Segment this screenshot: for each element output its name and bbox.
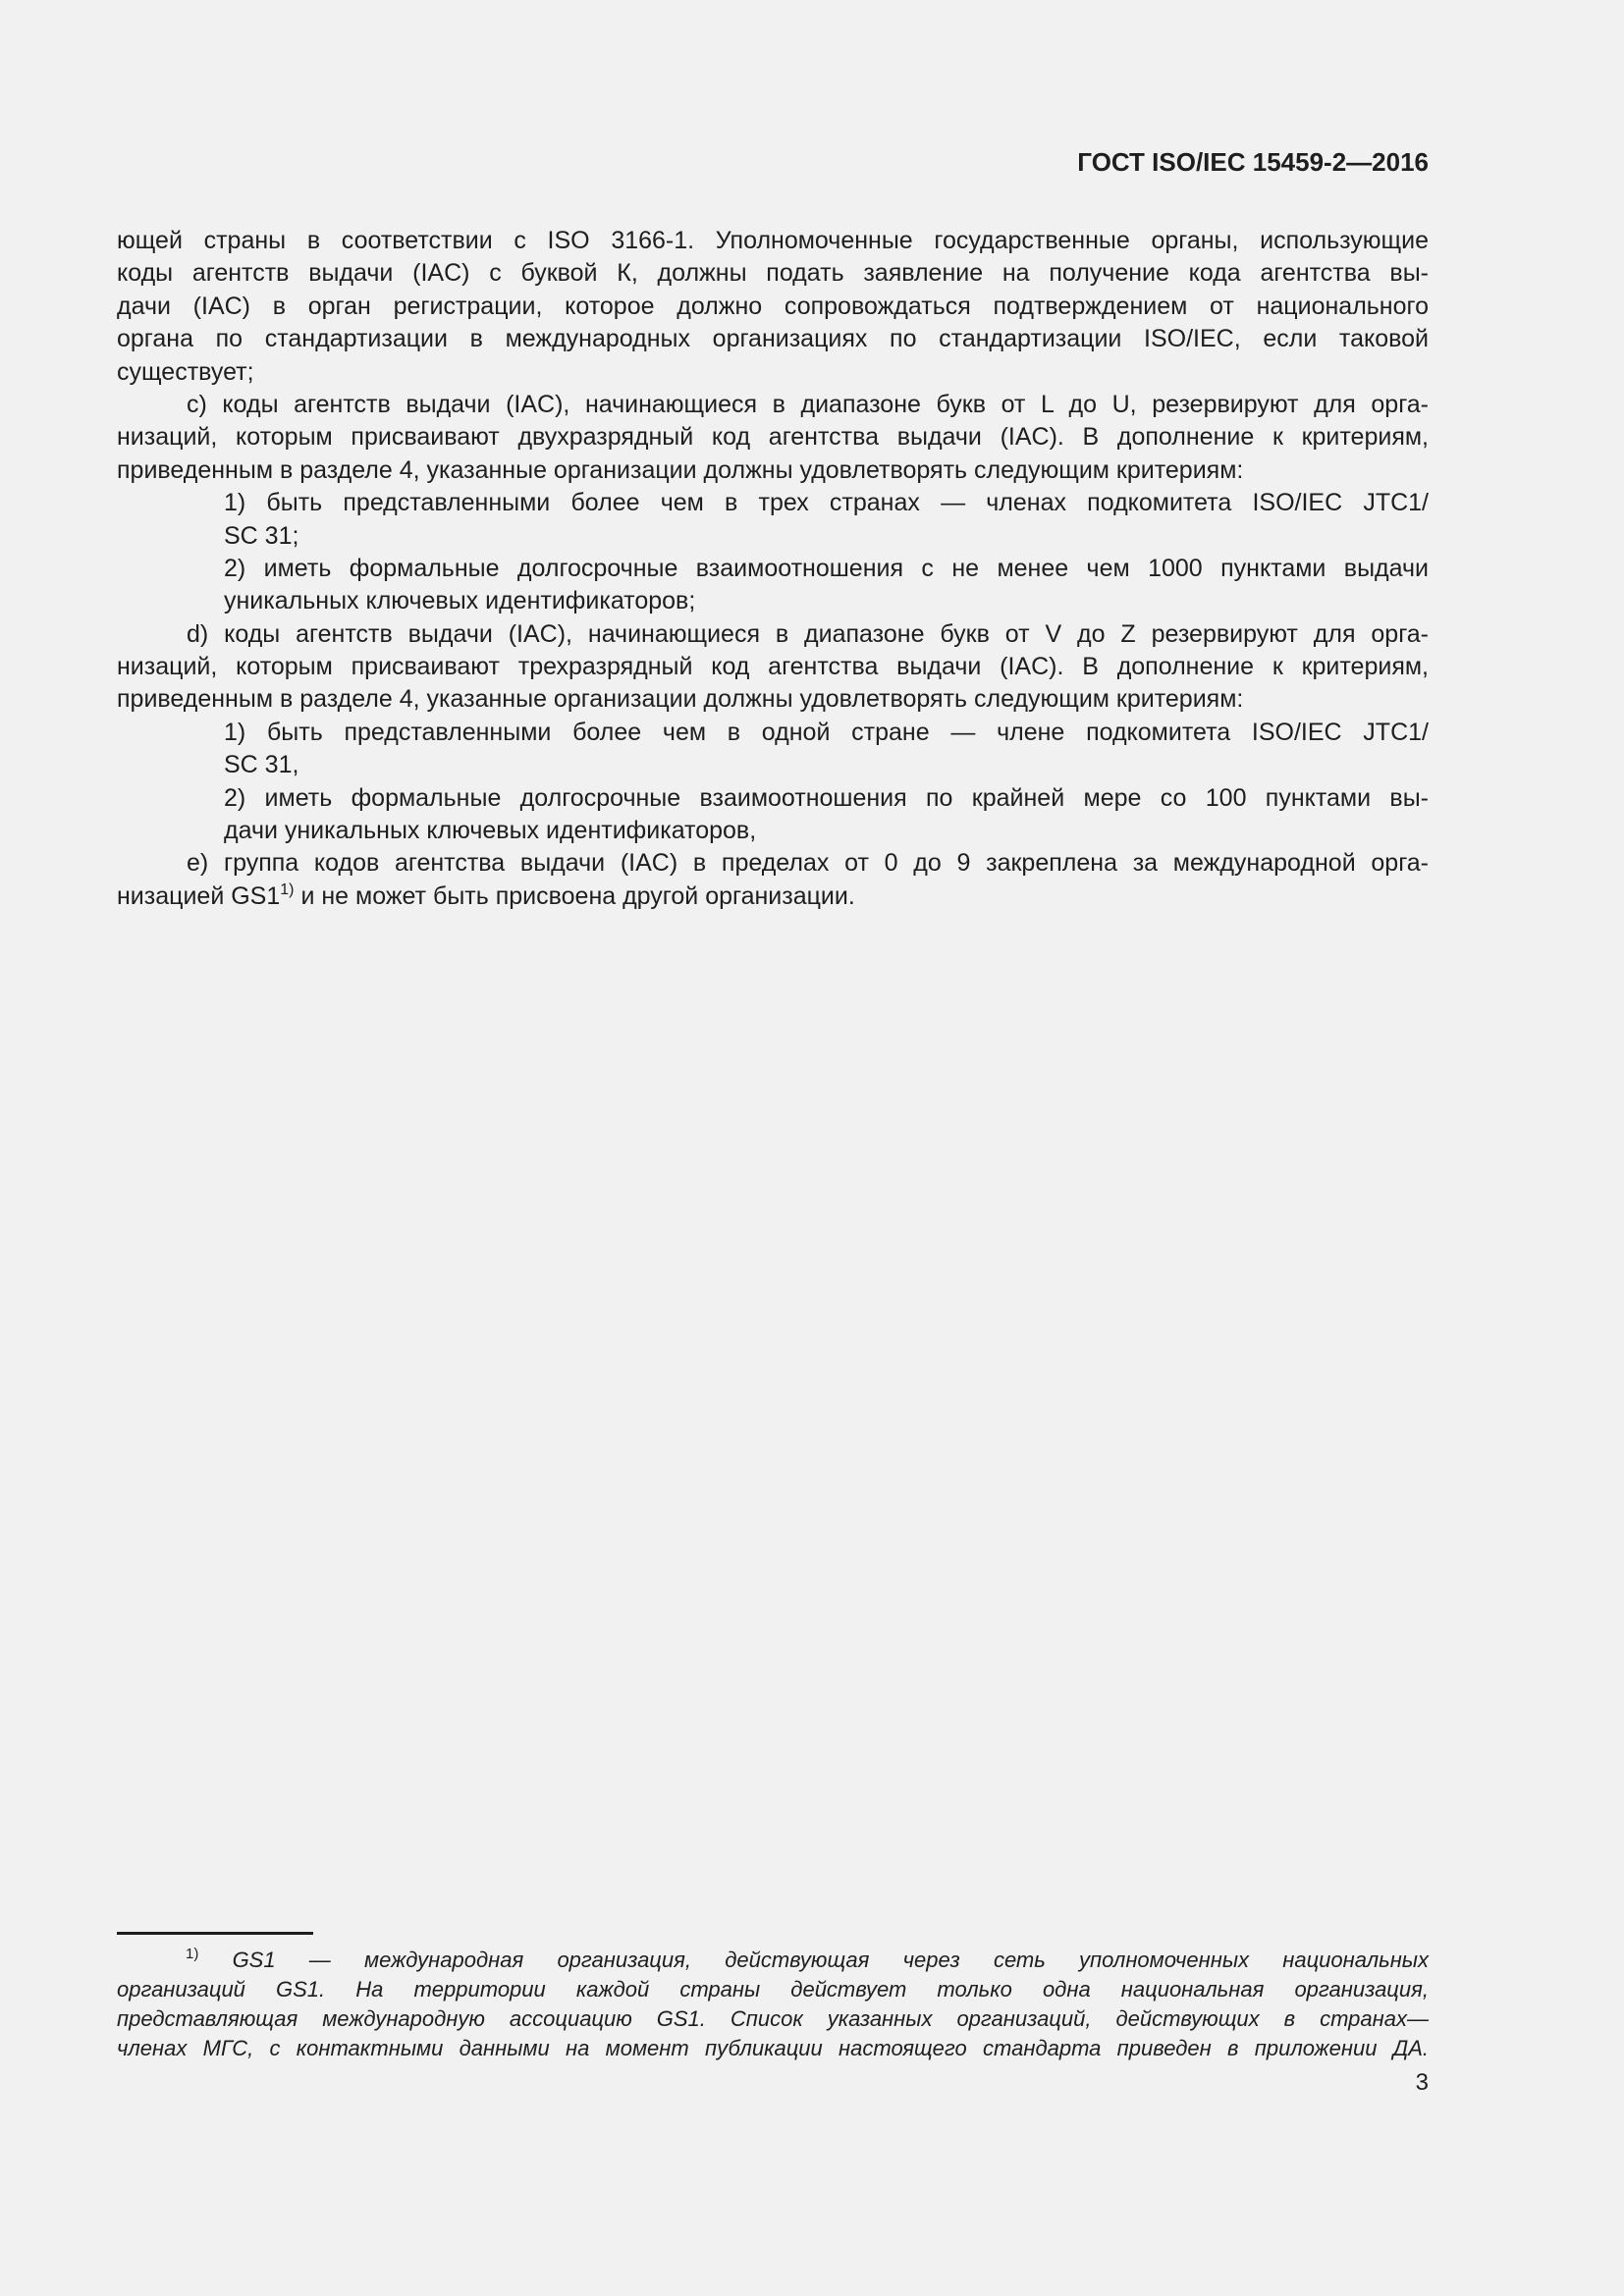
line-text: существует; xyxy=(117,357,254,386)
body-line xyxy=(117,389,1429,421)
document-header-title: ГОСТ ISO/IEC 15459-2—2016 xyxy=(1077,147,1429,177)
body-line xyxy=(117,585,1429,617)
line-text: и не может быть присвоена другой организации. xyxy=(294,881,855,910)
line-text: коды агентств выдачи (IAC) с буквой К, должны подать заявление на получение кода агентства вы- xyxy=(117,259,1429,288)
line-text: d) коды агентств выдачи (IAC), начинающиеся в диапазоне букв от V до Z резервируют для орга- xyxy=(187,619,1429,648)
body-line xyxy=(117,454,1429,487)
body-text xyxy=(117,225,1429,913)
body-line xyxy=(117,225,1429,257)
page-number: 3 xyxy=(1415,2069,1429,2096)
body-line xyxy=(117,291,1429,323)
line-text: 1) быть представленными более чем в одной стране — члене подкомитета ISO/IEC JTC1/ xyxy=(224,718,1429,746)
body-line xyxy=(117,618,1429,651)
footnote-line xyxy=(117,2034,1429,2063)
body-line xyxy=(117,487,1429,519)
body-line xyxy=(117,782,1429,815)
body-line xyxy=(117,257,1429,290)
body-line xyxy=(117,651,1429,683)
footnote-line xyxy=(117,1975,1429,2004)
line-text: е) группа кодов агентства выдачи (IAC) в пределах от 0 до 9 закреплена за международной орга- xyxy=(187,849,1429,878)
line-text: низаций, которым присваивают трехразрядный код агентства выдачи (IAC). В дополнение к критериям, xyxy=(117,653,1429,681)
body-line xyxy=(117,323,1429,355)
line-text: представляющая международную ассоциацию GS1. Список указанных организаций, действующих в странах— xyxy=(117,2006,1429,2031)
line-text: приведенным в разделе 4, указанные организации должны удовлетворять следующим критериям: xyxy=(117,685,1244,714)
body-line xyxy=(117,815,1429,847)
line-text: организаций GS1. На территории каждой страны действует только одна национальная организация, xyxy=(117,1977,1429,2002)
line-text: дачи уникальных ключевых идентификаторов, xyxy=(224,817,757,845)
footnote-marker: 1) xyxy=(186,1946,199,1962)
line-text: 2) иметь формальные долгосрочные взаимоотношения с не менее чем 1000 пунктами выдачи xyxy=(224,554,1429,582)
body-line xyxy=(117,717,1429,749)
line-text: SC 31; xyxy=(224,521,299,550)
footnote-line xyxy=(117,2004,1429,2034)
line-text: низацией GS1 xyxy=(117,881,281,910)
body-line xyxy=(117,881,1429,913)
line-text: с) коды агентств выдачи (IAC), начинающиеся в диапазоне букв от L до U, резервируют для орга- xyxy=(187,390,1429,418)
line-text: органа по стандартизации в международных организациях по стандартизации ISO/IEC, если таковой xyxy=(117,325,1429,353)
line-text: GS1 — международная организация, действующая через сеть уполномоченных национальных xyxy=(198,1948,1429,1972)
body-line xyxy=(117,683,1429,716)
line-text: 1) быть представленными более чем в трех странах — членах подкомитета ISO/IEC JTC1/ xyxy=(224,489,1429,517)
line-text: членах МГС, с контактными данными на момент публикации настоящего стандарта приведен в приложении ДА. xyxy=(117,2036,1429,2060)
line-text: низаций, которым присваивают двухразрядный код агентства выдачи (IAC). В дополнение к критериям, xyxy=(117,423,1429,452)
line-text: SC 31, xyxy=(224,751,299,779)
footnote-line xyxy=(117,1946,1429,1975)
body-line xyxy=(117,553,1429,585)
footnote-reference: 1) xyxy=(280,881,295,898)
line-text: уникальных ключевых идентификаторов; xyxy=(224,587,696,615)
footnote xyxy=(117,1946,1429,2063)
line-text: 2) иметь формальные долгосрочные взаимоотношения по крайней мере со 100 пунктами вы- xyxy=(224,783,1429,812)
body-line xyxy=(117,356,1429,389)
line-text: ющей страны в соответствии с ISO 3166-1. Уполномоченные государственные органы, использующие xyxy=(117,227,1429,254)
body-line xyxy=(117,520,1429,553)
footnote-divider xyxy=(117,1932,313,1935)
line-text: приведенным в разделе 4, указанные организации должны удовлетворять следующим критериям: xyxy=(117,455,1244,484)
body-line xyxy=(117,421,1429,454)
body-line xyxy=(117,749,1429,781)
line-text: дачи (IAC) в орган регистрации, которое должно сопровождаться подтверждением от национального xyxy=(117,292,1429,320)
body-line xyxy=(117,847,1429,880)
